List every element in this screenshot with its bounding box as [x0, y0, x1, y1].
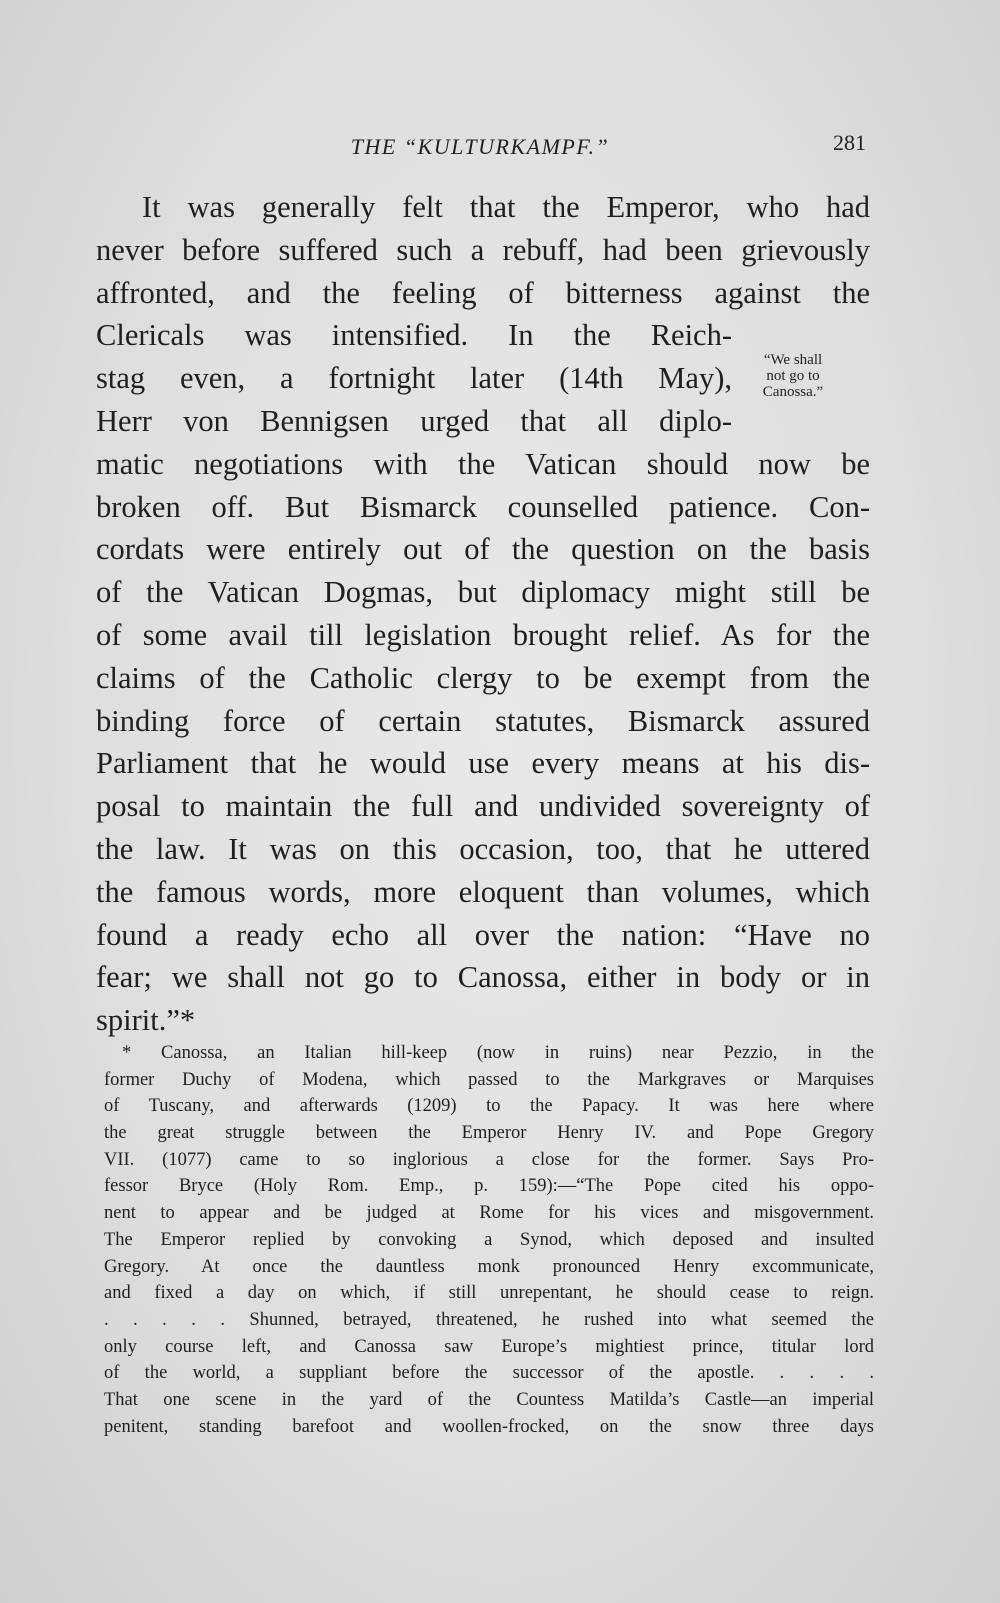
footnote-line: The Emperor replied by convoking a Synod, which deposed and insulted — [104, 1229, 874, 1250]
footnote-line: * Canossa, an Italian hill-keep (now in ruins) near Pezzio, in the — [122, 1043, 874, 1063]
body-line: Herr von Bennigsen urged that all diplo- — [96, 403, 732, 438]
body-line: Parliament that he would use every means at his dis- — [96, 746, 870, 781]
body-line: matic negotiations with the Vatican should now be — [96, 446, 870, 481]
body-line: claims of the Catholic clergy to be exempt from the — [96, 660, 870, 695]
body-line: spirit.”* — [96, 1003, 196, 1038]
page-number: 281 — [833, 130, 866, 155]
body-line: Clericals was intensified. In the Reich- — [96, 318, 732, 353]
footnote-line: of the world, a suppliant before the successor of the apostle. . . . . — [104, 1363, 874, 1384]
footnote-line: former Duchy of Modena, which passed to the Markgraves or Marquises — [104, 1069, 874, 1090]
running-title: THE “KULTURKAMPF.” — [350, 134, 610, 159]
body-line: the law. It was on this occasion, too, that he uttered — [96, 831, 870, 866]
body-line: stag even, a fortnight later (14th May), — [96, 361, 732, 396]
footnote-line: nent to appear and be judged at Rome for his vices and misgovernment. — [104, 1203, 874, 1224]
footnote-line: That one scene in the yard of the Countess Matilda’s Castle—an imperial — [104, 1389, 874, 1410]
body-line: cordats were entirely out of the question on the basis — [96, 532, 870, 567]
body-line: found a ready echo all over the nation: “Have no — [96, 917, 870, 952]
body-line: posal to maintain the full and undivided sovereignty of — [96, 789, 870, 824]
running-head — [94, 130, 866, 164]
body-line: of the Vatican Dogmas, but diplomacy might still be — [96, 575, 870, 610]
footnote-line: fessor Bryce (Holy Rom. Emp., p. 159):—“The Pope cited his oppo- — [104, 1176, 874, 1197]
body-line: It was generally felt that the Emperor, who had — [142, 190, 870, 224]
footnote-line: Gregory. At once the dauntless monk pronounced Henry excommunicate, — [104, 1256, 874, 1277]
footnote-line: VII. (1077) came to so inglorious a close for the former. Says Pro- — [104, 1149, 874, 1170]
body-line: the famous words, more eloquent than volumes, which — [96, 874, 870, 909]
footnote-line: of Tuscany, and afterwards (1209) to the Papacy. It was here where — [104, 1096, 874, 1117]
body-line: of some avail till legislation brought relief. As for the — [96, 617, 870, 652]
body-paragraph — [96, 186, 870, 1042]
footnote-line: . . . . . Shunned, betrayed, threatened, he rushed into what seemed the — [104, 1309, 874, 1330]
body-line: fear; we shall not go to Canossa, either in body or in — [96, 960, 870, 995]
body-line: never before suffered such a rebuff, had been grievously — [96, 232, 870, 267]
margin-note-line: not go to — [766, 368, 820, 384]
margin-note-line: Canossa.” — [762, 384, 824, 400]
body-line: affronted, and the feeling of bitterness against the — [96, 275, 870, 310]
footnote-line: only course left, and Canossa saw Europe’s mightiest prince, titular lord — [104, 1336, 874, 1357]
body-line: binding force of certain statutes, Bismarck assured — [96, 703, 870, 738]
footnote — [104, 1040, 874, 1440]
margin-note-line: “We shall — [763, 352, 823, 368]
footnote-line: penitent, standing barefoot and woollen-frocked, on the snow three days — [104, 1416, 874, 1437]
body-line: broken off. But Bismarck counselled patience. Con- — [96, 489, 870, 524]
footnote-line: the great struggle between the Emperor Henry IV. and Pope Gregory — [104, 1123, 874, 1144]
footnote-line: and fixed a day on which, if still unrepentant, he should cease to reign. — [104, 1283, 874, 1304]
